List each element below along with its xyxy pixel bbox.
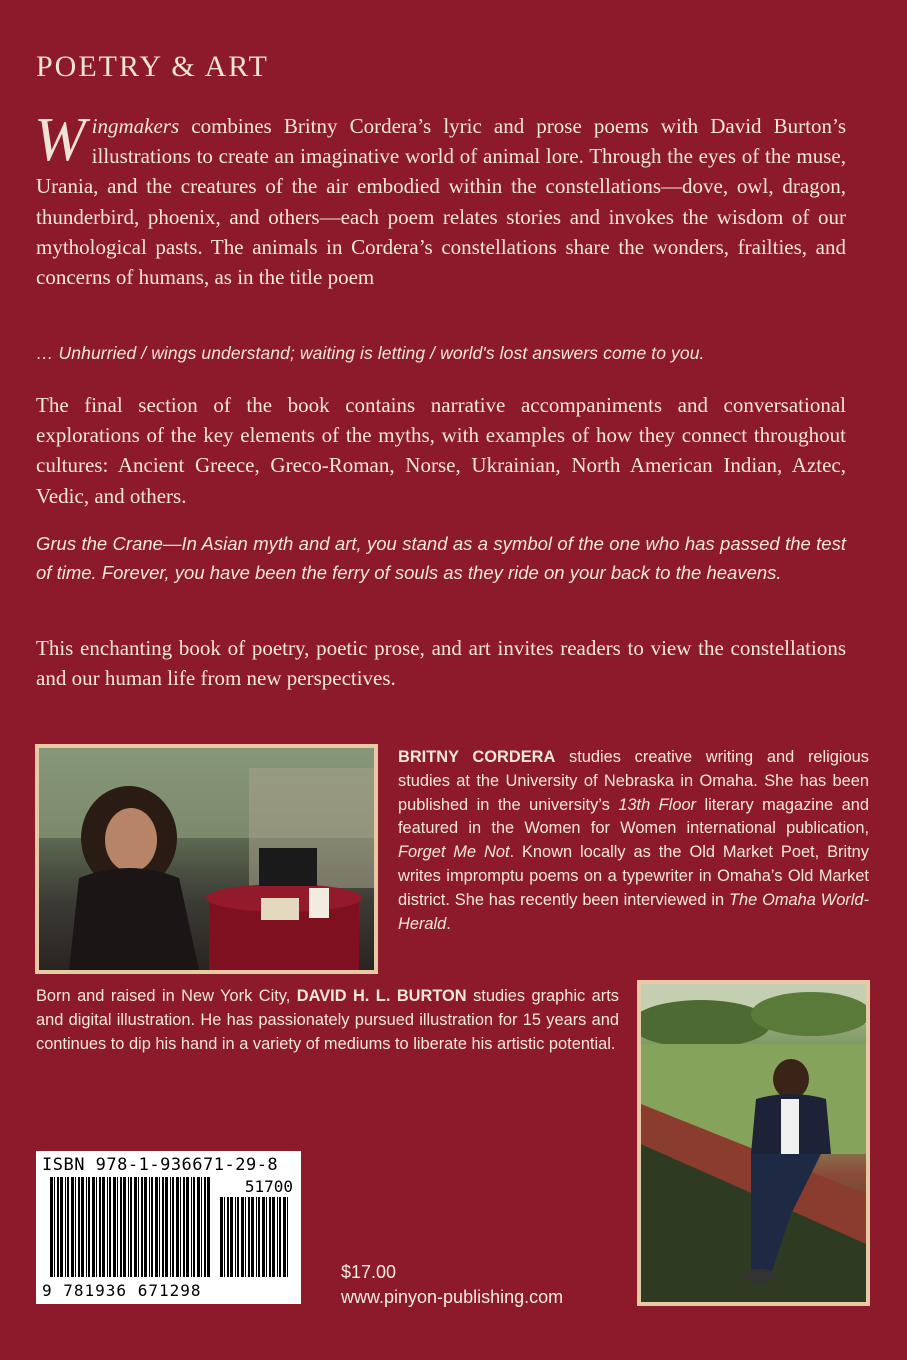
isbn-barcode [36,1151,301,1304]
author-name-cordera: BRITNY CORDERA [398,748,556,766]
book-title: ingmakers [91,114,180,138]
bio-text: studies creative writing and religious studies at the University of Nebraska in Omaha. She has been published in the university’s [398,748,869,814]
poem-quote: … Unhurried / wings understand; waiting is letting / world's lost answers come to you. [36,343,705,363]
burton-photo-illustration [641,984,866,1302]
drop-cap: W [34,106,86,174]
author-photo-burton [637,980,870,1306]
section-heading: POETRY & ART [36,50,269,83]
bio-text: studies graphic arts and digital illustration. He has passionately pursued illustration for 15 years and continues to dip his hand in a variety of mediums to liberate his artistic potential. [36,987,619,1053]
publisher-website: www.pinyon-publishing.com [341,1287,564,1307]
bio-cordera [398,746,869,936]
price-label: $17.00 [341,1262,397,1282]
author-name-burton: DAVID H. L. BURTON [296,987,467,1005]
intro-paragraph [34,106,846,292]
magazine-title: 13th Floor [618,795,697,814]
price-code-label: 51700 [244,1177,293,1196]
isbn-label: ISBN 978-1-936671-29-8 [42,1155,279,1175]
publication-title: Forget Me Not [398,843,510,862]
cordera-photo-illustration [39,748,374,970]
closing-paragraph: This enchanting book of poetry, poetic prose, and art invites readers to view the constellations and our human life from new perspectives. [36,636,846,691]
final-section-paragraph: The final section of the book contains narrative accompaniments and conversational explorations of the key elements of the myths, with examples of how they connect throughout cultures: Ancient Greece, Greco-Roman, Norse, Ukrainian, North American Indian, Aztec, Vedic, and others. [36,393,846,508]
ean-number: 9 781936 671298 [42,1281,202,1300]
intro-text: combines Britny Cordera’s lyric and prose poems with David Burton’s illustrations to create an imaginative world of animal lore. Through the eyes of the muse, Urania, and the creatures of the air embodied within the constellations—dove, owl, dragon, thunderbird, phoenix, and others—each poem relates stories and invokes the wisdom of our mythological pasts. The animals in Cordera’s constellations share the wonders, frailties, and concerns of humans, as in the title poem [36,114,846,290]
bio-burton [36,985,619,1056]
author-photo-cordera [35,744,378,974]
bio-text: Born and raised in New York City, [36,987,297,1005]
ean-barcode-bars [50,1177,210,1277]
newspaper-title: The Omaha World-Herald [398,890,869,933]
addon-barcode-bars [220,1197,290,1277]
bio-text: . [446,914,451,933]
crane-quote: Grus the Crane—In Asian myth and art, you stand as a symbol of the one who has passed the test of time. Forever, you have been the ferry of souls as they ride on your back to the heavens. [36,533,846,583]
bio-text: . Known locally as the Old Market Poet, Britny writes impromptu poems on a typewriter in Omaha’s Old Market district. She has recently been interviewed in [398,843,869,909]
bio-text: literary magazine and featured in the Women for Women international publication, [398,795,869,838]
